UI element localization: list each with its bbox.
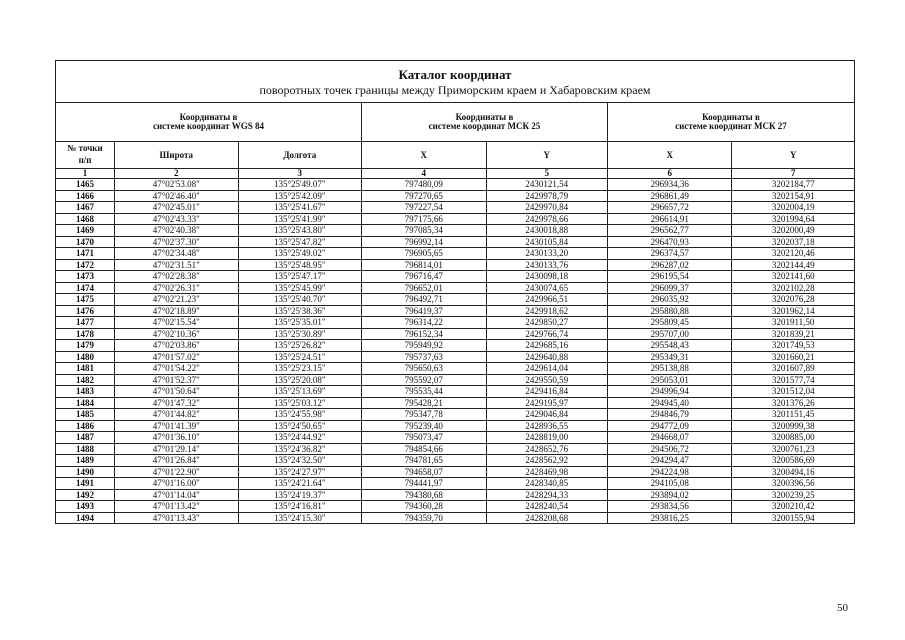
latitude-cell: 47°01'57.02"	[115, 351, 238, 363]
point-number-cell: 1491	[56, 478, 115, 490]
column-header-msk27-y: Y	[732, 142, 855, 169]
msk25-x-cell: 794359,70	[362, 512, 487, 524]
coordinate-catalog-table	[55, 60, 855, 524]
latitude-cell: 47°01'16.00"	[115, 478, 238, 490]
table-row	[56, 190, 855, 202]
msk27-y-cell: 3201376,26	[732, 397, 855, 409]
longitude-cell: 135°25'13.69"	[238, 386, 361, 398]
point-number-cell: 1482	[56, 374, 115, 386]
msk27-x-cell: 296195,54	[607, 271, 732, 283]
longitude-cell: 135°24'21.64"	[238, 478, 361, 490]
msk27-y-cell: 3202184,77	[732, 179, 855, 191]
table-row	[56, 432, 855, 444]
msk25-y-cell: 2429416,84	[486, 386, 607, 398]
msk27-x-cell: 294945,40	[607, 397, 732, 409]
msk25-y-cell: 2429640,88	[486, 351, 607, 363]
msk27-y-cell: 3200155,94	[732, 512, 855, 524]
msk25-y-cell: 2428208,68	[486, 512, 607, 524]
point-number-cell: 1472	[56, 259, 115, 271]
table-row	[56, 512, 855, 524]
longitude-cell: 135°25'41.67"	[238, 202, 361, 214]
table-row	[56, 225, 855, 237]
msk25-x-cell: 794360,28	[362, 501, 487, 513]
point-number-cell: 1481	[56, 363, 115, 375]
latitude-cell: 47°01'36.10"	[115, 432, 238, 444]
msk25-y-cell: 2429614,04	[486, 363, 607, 375]
msk27-x-cell: 296562,77	[607, 225, 732, 237]
group-header-wgs84	[56, 103, 362, 142]
column-header-latitude: Широта	[115, 142, 238, 169]
latitude-cell: 47°01'52.37"	[115, 374, 238, 386]
msk25-y-cell: 2429918,62	[486, 305, 607, 317]
msk25-x-cell: 795428,21	[362, 397, 487, 409]
column-header-msk25-y: Y	[486, 142, 607, 169]
point-number-cell: 1478	[56, 328, 115, 340]
msk27-y-cell: 3200586,69	[732, 455, 855, 467]
table-row	[56, 340, 855, 352]
longitude-cell: 135°25'43.80"	[238, 225, 361, 237]
point-number-cell: 1489	[56, 455, 115, 467]
msk25-y-cell: 2430133,20	[486, 248, 607, 260]
longitude-cell: 135°25'49.02"	[238, 248, 361, 260]
latitude-cell: 47°02'15.54"	[115, 317, 238, 329]
msk27-x-cell: 294224,98	[607, 466, 732, 478]
msk27-x-cell: 294668,07	[607, 432, 732, 444]
msk27-y-cell: 3201962,14	[732, 305, 855, 317]
longitude-cell: 135°24'32.50"	[238, 455, 361, 467]
page-number: 50	[837, 602, 848, 614]
table-row	[56, 351, 855, 363]
msk27-y-cell: 3201607,89	[732, 363, 855, 375]
msk27-y-cell: 3200494,16	[732, 466, 855, 478]
msk25-x-cell: 794441,97	[362, 478, 487, 490]
longitude-cell: 135°24'19.37"	[238, 489, 361, 501]
msk25-x-cell: 796652,01	[362, 282, 487, 294]
table-row	[56, 455, 855, 467]
msk25-y-cell: 2429685,16	[486, 340, 607, 352]
msk25-x-cell: 797227,54	[362, 202, 487, 214]
msk27-y-cell: 3201911,50	[732, 317, 855, 329]
latitude-cell: 47°02'26.31"	[115, 282, 238, 294]
point-number-cell: 1468	[56, 213, 115, 225]
latitude-cell: 47°01'13.43"	[115, 512, 238, 524]
point-number-cell: 1473	[56, 271, 115, 283]
point-number-cell: 1492	[56, 489, 115, 501]
latitude-cell: 47°01'50.64"	[115, 386, 238, 398]
longitude-cell: 135°25'30.89"	[238, 328, 361, 340]
latitude-cell: 47°01'47.32"	[115, 397, 238, 409]
msk27-y-cell: 3201512,04	[732, 386, 855, 398]
msk25-y-cell: 2430133,76	[486, 259, 607, 271]
table-row	[56, 248, 855, 260]
table-row	[56, 397, 855, 409]
longitude-cell: 135°25'49.07"	[238, 179, 361, 191]
latitude-cell: 47°02'31.51"	[115, 259, 238, 271]
msk27-x-cell: 294105,08	[607, 478, 732, 490]
column-number-row	[56, 169, 855, 179]
msk25-x-cell: 796814,01	[362, 259, 487, 271]
msk27-y-cell: 3200885,00	[732, 432, 855, 444]
table-row	[56, 202, 855, 214]
longitude-cell: 135°25'35.01"	[238, 317, 361, 329]
column-number-6: 6	[607, 169, 732, 179]
msk27-x-cell: 296099,37	[607, 282, 732, 294]
msk27-y-cell: 3202120,46	[732, 248, 855, 260]
msk25-y-cell: 2429766,74	[486, 328, 607, 340]
msk25-x-cell: 794781,65	[362, 455, 487, 467]
msk27-y-cell: 3202154,91	[732, 190, 855, 202]
longitude-cell: 135°24'16.81"	[238, 501, 361, 513]
msk25-y-cell: 2428652,76	[486, 443, 607, 455]
msk25-x-cell: 795073,47	[362, 432, 487, 444]
msk25-x-cell: 796492,71	[362, 294, 487, 306]
msk27-x-cell: 295138,88	[607, 363, 732, 375]
msk25-y-cell: 2429966,51	[486, 294, 607, 306]
point-number-cell: 1484	[56, 397, 115, 409]
longitude-cell: 135°25'45.99"	[238, 282, 361, 294]
column-header-longitude: Долгота	[238, 142, 361, 169]
table-row	[56, 305, 855, 317]
msk25-x-cell: 796152,34	[362, 328, 487, 340]
point-number-cell: 1479	[56, 340, 115, 352]
msk27-y-cell: 3202000,49	[732, 225, 855, 237]
msk27-y-cell: 3201151,45	[732, 409, 855, 421]
point-number-cell: 1477	[56, 317, 115, 329]
point-number-cell: 1485	[56, 409, 115, 421]
point-number-cell: 1486	[56, 420, 115, 432]
msk27-y-cell: 3200239,25	[732, 489, 855, 501]
msk27-x-cell: 296861,49	[607, 190, 732, 202]
longitude-cell: 135°24'50.65"	[238, 420, 361, 432]
latitude-cell: 47°01'14.04"	[115, 489, 238, 501]
msk27-x-cell: 295880,88	[607, 305, 732, 317]
point-number-cell: 1494	[56, 512, 115, 524]
msk25-y-cell: 2429978,66	[486, 213, 607, 225]
msk27-x-cell: 293834,56	[607, 501, 732, 513]
msk27-x-cell: 294996,94	[607, 386, 732, 398]
table-title-cell	[56, 61, 855, 103]
point-number-cell: 1488	[56, 443, 115, 455]
latitude-cell: 47°02'10.36"	[115, 328, 238, 340]
point-number-cell: 1476	[56, 305, 115, 317]
longitude-cell: 135°24'15.30"	[238, 512, 361, 524]
table-row	[56, 409, 855, 421]
msk27-x-cell: 294294,47	[607, 455, 732, 467]
msk25-y-cell: 2428294,33	[486, 489, 607, 501]
msk25-x-cell: 797175,66	[362, 213, 487, 225]
column-header-msk25-x: X	[362, 142, 487, 169]
msk27-y-cell: 3202102,28	[732, 282, 855, 294]
point-number-cell: 1466	[56, 190, 115, 202]
msk25-y-cell: 2428819,00	[486, 432, 607, 444]
msk25-x-cell: 796992,14	[362, 236, 487, 248]
column-number-5: 5	[486, 169, 607, 179]
msk25-x-cell: 795347,78	[362, 409, 487, 421]
point-number-cell: 1470	[56, 236, 115, 248]
latitude-cell: 47°02'03.86"	[115, 340, 238, 352]
msk27-x-cell: 296035,92	[607, 294, 732, 306]
msk27-x-cell: 294506,72	[607, 443, 732, 455]
msk25-x-cell: 795737,63	[362, 351, 487, 363]
point-number-cell: 1467	[56, 202, 115, 214]
msk27-y-cell: 3202076,28	[732, 294, 855, 306]
table-title: Каталог координат	[398, 66, 512, 82]
point-number-cell: 1471	[56, 248, 115, 260]
msk27-x-cell: 295548,43	[607, 340, 732, 352]
msk27-y-cell: 3200396,56	[732, 478, 855, 490]
longitude-cell: 135°24'44.92"	[238, 432, 361, 444]
msk27-x-cell: 295349,31	[607, 351, 732, 363]
column-number-2: 2	[115, 169, 238, 179]
msk27-y-cell: 3201994,64	[732, 213, 855, 225]
table-row	[56, 363, 855, 375]
table-row	[56, 466, 855, 478]
longitude-cell: 135°24'27.97"	[238, 466, 361, 478]
point-number-cell: 1469	[56, 225, 115, 237]
table-row	[56, 271, 855, 283]
table-row	[56, 328, 855, 340]
longitude-cell: 135°24'36.82"	[238, 443, 361, 455]
msk27-y-cell: 3201577,74	[732, 374, 855, 386]
latitude-cell: 47°01'13.42"	[115, 501, 238, 513]
msk27-y-cell: 3201660,21	[732, 351, 855, 363]
msk25-x-cell: 797085,34	[362, 225, 487, 237]
column-number-3: 3	[238, 169, 361, 179]
msk25-y-cell: 2428936,55	[486, 420, 607, 432]
msk25-x-cell: 795949,92	[362, 340, 487, 352]
msk25-x-cell: 795592,07	[362, 374, 487, 386]
msk25-x-cell: 795239,40	[362, 420, 487, 432]
longitude-cell: 135°25'40.70"	[238, 294, 361, 306]
latitude-cell: 47°01'54.22"	[115, 363, 238, 375]
table-row	[56, 478, 855, 490]
msk25-x-cell: 794380,68	[362, 489, 487, 501]
latitude-cell: 47°01'41.39"	[115, 420, 238, 432]
msk25-x-cell: 796314,22	[362, 317, 487, 329]
longitude-cell: 135°25'47.17"	[238, 271, 361, 283]
msk25-y-cell: 2430074,65	[486, 282, 607, 294]
msk25-y-cell: 2430121,54	[486, 179, 607, 191]
latitude-cell: 47°02'28.38"	[115, 271, 238, 283]
msk25-y-cell: 2430105,84	[486, 236, 607, 248]
msk27-x-cell: 296614,91	[607, 213, 732, 225]
msk27-x-cell: 296287,02	[607, 259, 732, 271]
latitude-cell: 47°02'43.33"	[115, 213, 238, 225]
latitude-cell: 47°02'18.89"	[115, 305, 238, 317]
msk25-x-cell: 797480,09	[362, 179, 487, 191]
latitude-cell: 47°02'46.40"	[115, 190, 238, 202]
table-row	[56, 213, 855, 225]
column-number-1: 1	[56, 169, 115, 179]
msk25-x-cell: 796905,65	[362, 248, 487, 260]
latitude-cell: 47°02'37.30"	[115, 236, 238, 248]
longitude-cell: 135°25'48.95"	[238, 259, 361, 271]
longitude-cell: 135°25'47.82"	[238, 236, 361, 248]
point-number-cell: 1483	[56, 386, 115, 398]
msk27-x-cell: 295809,45	[607, 317, 732, 329]
latitude-cell: 47°01'44.82"	[115, 409, 238, 421]
table-row	[56, 179, 855, 191]
longitude-cell: 135°25'41.99"	[238, 213, 361, 225]
table-row	[56, 501, 855, 513]
table-row	[56, 386, 855, 398]
msk25-y-cell: 2430018,88	[486, 225, 607, 237]
msk27-x-cell: 295707,00	[607, 328, 732, 340]
msk27-y-cell: 3202004,19	[732, 202, 855, 214]
point-number-cell: 1465	[56, 179, 115, 191]
msk27-x-cell: 296470,93	[607, 236, 732, 248]
msk25-y-cell: 2429550,59	[486, 374, 607, 386]
latitude-cell: 47°02'40.38"	[115, 225, 238, 237]
point-number-cell: 1475	[56, 294, 115, 306]
msk25-x-cell: 795535,44	[362, 386, 487, 398]
msk25-x-cell: 796716,47	[362, 271, 487, 283]
msk27-y-cell: 3200210,42	[732, 501, 855, 513]
latitude-cell: 47°02'21.23"	[115, 294, 238, 306]
table-row	[56, 420, 855, 432]
longitude-cell: 135°25'23.15"	[238, 363, 361, 375]
msk27-y-cell: 3200999,38	[732, 420, 855, 432]
table-row	[56, 374, 855, 386]
msk27-x-cell: 294846,79	[607, 409, 732, 421]
longitude-cell: 135°25'20.08"	[238, 374, 361, 386]
point-number-cell: 1474	[56, 282, 115, 294]
point-number-cell: 1487	[56, 432, 115, 444]
msk25-y-cell: 2428469,98	[486, 466, 607, 478]
latitude-cell: 47°01'29.14"	[115, 443, 238, 455]
msk27-y-cell: 3202141,60	[732, 271, 855, 283]
longitude-cell: 135°25'26.82"	[238, 340, 361, 352]
point-number-cell: 1490	[56, 466, 115, 478]
msk25-y-cell: 2429970,84	[486, 202, 607, 214]
msk27-x-cell: 296934,36	[607, 179, 732, 191]
latitude-cell: 47°02'53.08"	[115, 179, 238, 191]
msk25-x-cell: 797270,65	[362, 190, 487, 202]
msk27-x-cell: 293816,25	[607, 512, 732, 524]
table-row	[56, 443, 855, 455]
msk25-x-cell: 794854,66	[362, 443, 487, 455]
latitude-cell: 47°01'22.90"	[115, 466, 238, 478]
msk25-y-cell: 2428340,85	[486, 478, 607, 490]
group-header-msk25	[362, 103, 608, 142]
msk27-y-cell: 3201749,53	[732, 340, 855, 352]
msk27-y-cell: 3202037,18	[732, 236, 855, 248]
msk27-x-cell: 294772,09	[607, 420, 732, 432]
table-row	[56, 294, 855, 306]
longitude-cell: 135°25'03.12"	[238, 397, 361, 409]
msk25-x-cell: 795650,63	[362, 363, 487, 375]
column-header-point-number: № точки п/п	[56, 142, 115, 169]
table-row	[56, 489, 855, 501]
column-header-msk27-x: X	[607, 142, 732, 169]
table-subtitle: поворотных точек границы между Приморским краем и Хабаровским краем	[259, 82, 651, 97]
msk25-x-cell: 796419,37	[362, 305, 487, 317]
longitude-cell: 135°24'55.98"	[238, 409, 361, 421]
msk27-x-cell: 293894,02	[607, 489, 732, 501]
msk27-x-cell: 296657,72	[607, 202, 732, 214]
group-header-msk25-label: Координаты в системе координат МСК 25	[428, 112, 541, 131]
msk27-y-cell: 3202144,49	[732, 259, 855, 271]
msk25-y-cell: 2430098,18	[486, 271, 607, 283]
msk27-x-cell: 295053,01	[607, 374, 732, 386]
msk25-y-cell: 2429195,97	[486, 397, 607, 409]
point-number-cell: 1480	[56, 351, 115, 363]
msk25-y-cell: 2429850,27	[486, 317, 607, 329]
msk25-y-cell: 2429046,84	[486, 409, 607, 421]
column-number-4: 4	[362, 169, 487, 179]
table-row	[56, 317, 855, 329]
table-row	[56, 259, 855, 271]
msk25-y-cell: 2429978,79	[486, 190, 607, 202]
group-header-msk27	[607, 103, 854, 142]
group-header-msk27-label: Координаты в системе координат МСК 27	[675, 112, 787, 131]
longitude-cell: 135°25'38.36"	[238, 305, 361, 317]
longitude-cell: 135°25'42.09"	[238, 190, 361, 202]
point-number-cell: 1493	[56, 501, 115, 513]
group-header-wgs84-label: Координаты в системе координат WGS 84	[152, 112, 265, 131]
msk25-y-cell: 2428562,92	[486, 455, 607, 467]
longitude-cell: 135°25'24.51"	[238, 351, 361, 363]
latitude-cell: 47°02'34.48"	[115, 248, 238, 260]
table-row	[56, 282, 855, 294]
msk27-y-cell: 3201839,21	[732, 328, 855, 340]
msk27-y-cell: 3200761,23	[732, 443, 855, 455]
column-header-row	[56, 142, 855, 169]
table-body	[56, 179, 855, 524]
msk25-x-cell: 794658,07	[362, 466, 487, 478]
msk27-x-cell: 296374,57	[607, 248, 732, 260]
latitude-cell: 47°02'45.01"	[115, 202, 238, 214]
msk25-y-cell: 2428240,54	[486, 501, 607, 513]
latitude-cell: 47°01'26.84"	[115, 455, 238, 467]
table-row	[56, 236, 855, 248]
column-number-7: 7	[732, 169, 855, 179]
